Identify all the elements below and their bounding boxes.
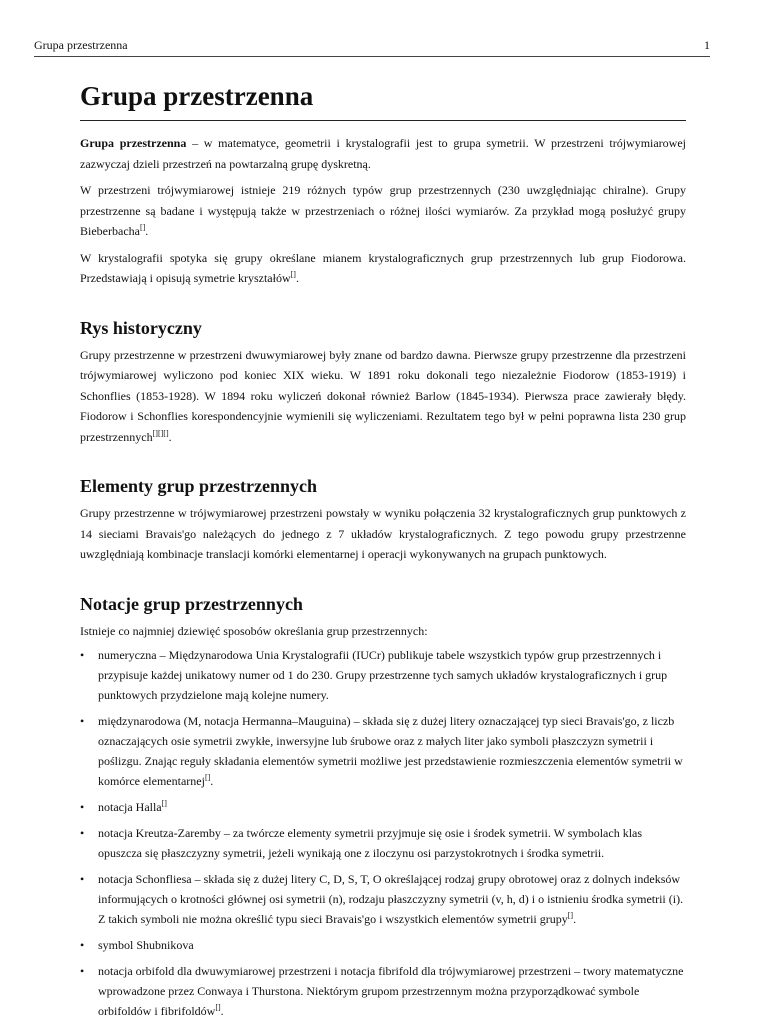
running-title: Grupa przestrzenna [34,38,128,52]
list-item-text: notacja Halla [98,800,162,814]
bullet-icon: • [80,800,85,814]
bullet-icon: • [80,714,85,728]
section-heading: Rys historyczny [80,317,202,338]
page-title: Grupa przestrzenna [80,80,686,121]
section-notacje [80,593,686,1022]
section-rys-historyczny [80,317,686,448]
intro-p1-text: – w matematyce, geometrii i krystalografii jest to grupa symetrii. W przestrzeni trójwymiarowej zazwyczaj dzieli przestrzeń na powtarzalną grupę dyskretną. [80,136,687,171]
list-item-text: międzynarodowa (M, notacja Hermanna–Mauguina) – składa się z dużej litery oznaczającej typ sieci Bravais'go, z liczb oznaczających osie symetrii zwykłe, inwersyjne lub śrubowe oraz z małych liter jako symboli płaszczyzn symetrii i poślizgu. Znając reguły składania elementów symetrii możliwe jest przedstawienie rozmieszczenia elementów symetrii w komórce elementarnej [98,714,683,788]
list-item [80,823,686,863]
list-item [80,961,686,1021]
list-item [80,935,686,955]
list-item-text: notacja Schonfliesa – składa się z dużej litery C, D, S, T, O określającej rodzaj grupy obrotowej oraz z dolnych indeksów informujących o krotności głównej osi symetrii (n), rodzaju płaszczyzny symetrii (v, h, d) i o istnieniu środka symetrii (i). Z takich symboli nie można określić typu sieci Bravais'go i wszystkich elementów symetrii grupy [98,872,684,926]
citation-link[interactable]: [] [215,1003,221,1012]
section-heading: Notacje grup przestrzennych [80,593,303,614]
bullet-icon: • [80,648,85,662]
citation-link[interactable]: [] [204,773,211,782]
list-item [80,797,686,817]
section-paragraph: Grupy przestrzenne w trójwymiarowej przestrzeni powstały w wyniku połączenia 32 krystalograficznych grup punktowych z 14 sieciami Bravais'go należących do jednego z 7 układów krystalograficznych. Z tego powodu grupy przestrzenne uwzględniają kombinacje translacji komórki elementarnej i operacji wykonywanych na grupach punktowych. [80,506,686,561]
list-item-text: notacja Kreutza-Zaremby – za twórcze elementy symetrii przyjmuje się osie i środek symetrii. W symbolach klas opuszcza się płaszczyzny symetrii, jeżeli wynikają one z iloczynu osi parzystokrotnych i środka symetrii. [98,826,643,860]
bullet-icon: • [80,938,85,952]
bullet-icon: • [80,872,85,886]
running-header [34,38,710,57]
section-elementy [80,475,686,565]
rys-end: . [168,429,172,444]
article-content [80,80,686,1027]
list-item-end: . [220,1004,224,1018]
bullet-icon: • [80,826,85,840]
intro-paragraph-1 [80,133,686,174]
intro-p2-text: W przestrzeni trójwymiarowej istnieje 219 różnych typów grup przestrzennych (230 uwzględniając chiralne). Grupy przestrzenne są badane i występują także w przestrzeniach o różnej ilości wymiarów. Za przykład mogą posłużyć grupy Bieberbacha [80,183,686,238]
list-item-text: notacja orbifold dla dwuwymiarowej przestrzeni i notacja fibrifold dla trójwymiarowej przestrzeni – twory matematyczne wprowadzone przez Conwaya i Thurstona. Niektórym grupom przestrzennym można przyporządkować symbole orbifoldów i fibrifoldów [98,964,684,1018]
intro-term: Grupa przestrzenna [80,136,187,150]
intro-p3-end: . [295,271,299,285]
section-paragraph [80,345,686,448]
section-lead: Istnieje co najmniej dziewięć sposobów określania grup przestrzennych: [80,623,428,638]
page-number: 1 [704,38,710,52]
citation-link[interactable]: [] [161,799,167,808]
intro-p2-end: . [145,224,149,238]
citation-link[interactable]: [] [139,223,146,232]
list-item-end: . [210,774,214,788]
section-heading: Elementy grup przestrzennych [80,476,317,496]
list-item-end: . [573,912,577,926]
rys-text: Grupy przestrzenne w przestrzeni dwuwymiarowej były znane od bardzo dawna. Pierwsze grupy przestrzenne dla przestrzeni trójwymiarowej wyliczono pod koniec XIX wieku. W 1891 roku dokonali tego niezależnie Fiodorow (1853-1919) i Schonflies (1853-1928). W 1894 roku wyliczeń dokonał również Barlow (1845-1934). Pierwsza prace zawierały błędy. Fiodorow i Schonflies korespondencyjnie wymienili się wyliczeniami. Rezultatem tego był w pełni poprawna lista 230 grup przestrzennych [80,347,686,444]
list-item-text: symbol Shubnikova [98,938,194,952]
list-item [80,645,686,705]
citation-link[interactable]: [] [290,270,296,279]
citation-link[interactable]: [][][] [152,428,169,438]
intro-p3-text: W krystalografii spotyka się grupy określane mianem krystalograficznych grup przestrzennych lub grup Fiodorowa. Przedstawiają i opisują symetrie kryształów [80,250,686,285]
notation-list [80,645,686,1021]
bullet-icon: • [80,964,85,978]
intro-paragraph-3 [80,248,686,289]
citation-link[interactable]: [] [567,911,574,920]
list-item [80,869,686,929]
list-item [80,711,686,791]
list-item-text: numeryczna – Międzynarodowa Unia Krystalografii (IUCr) publikuje tabele wszystkich typów grup przestrzennych i przypisuje każdej unikatowy numer od 1 do 230. Grupy przestrzenne tych samych układów krystalograficznych i grup punktowych przydzielone mają kolejne numery. [98,648,668,702]
intro-paragraph-2 [80,180,686,242]
